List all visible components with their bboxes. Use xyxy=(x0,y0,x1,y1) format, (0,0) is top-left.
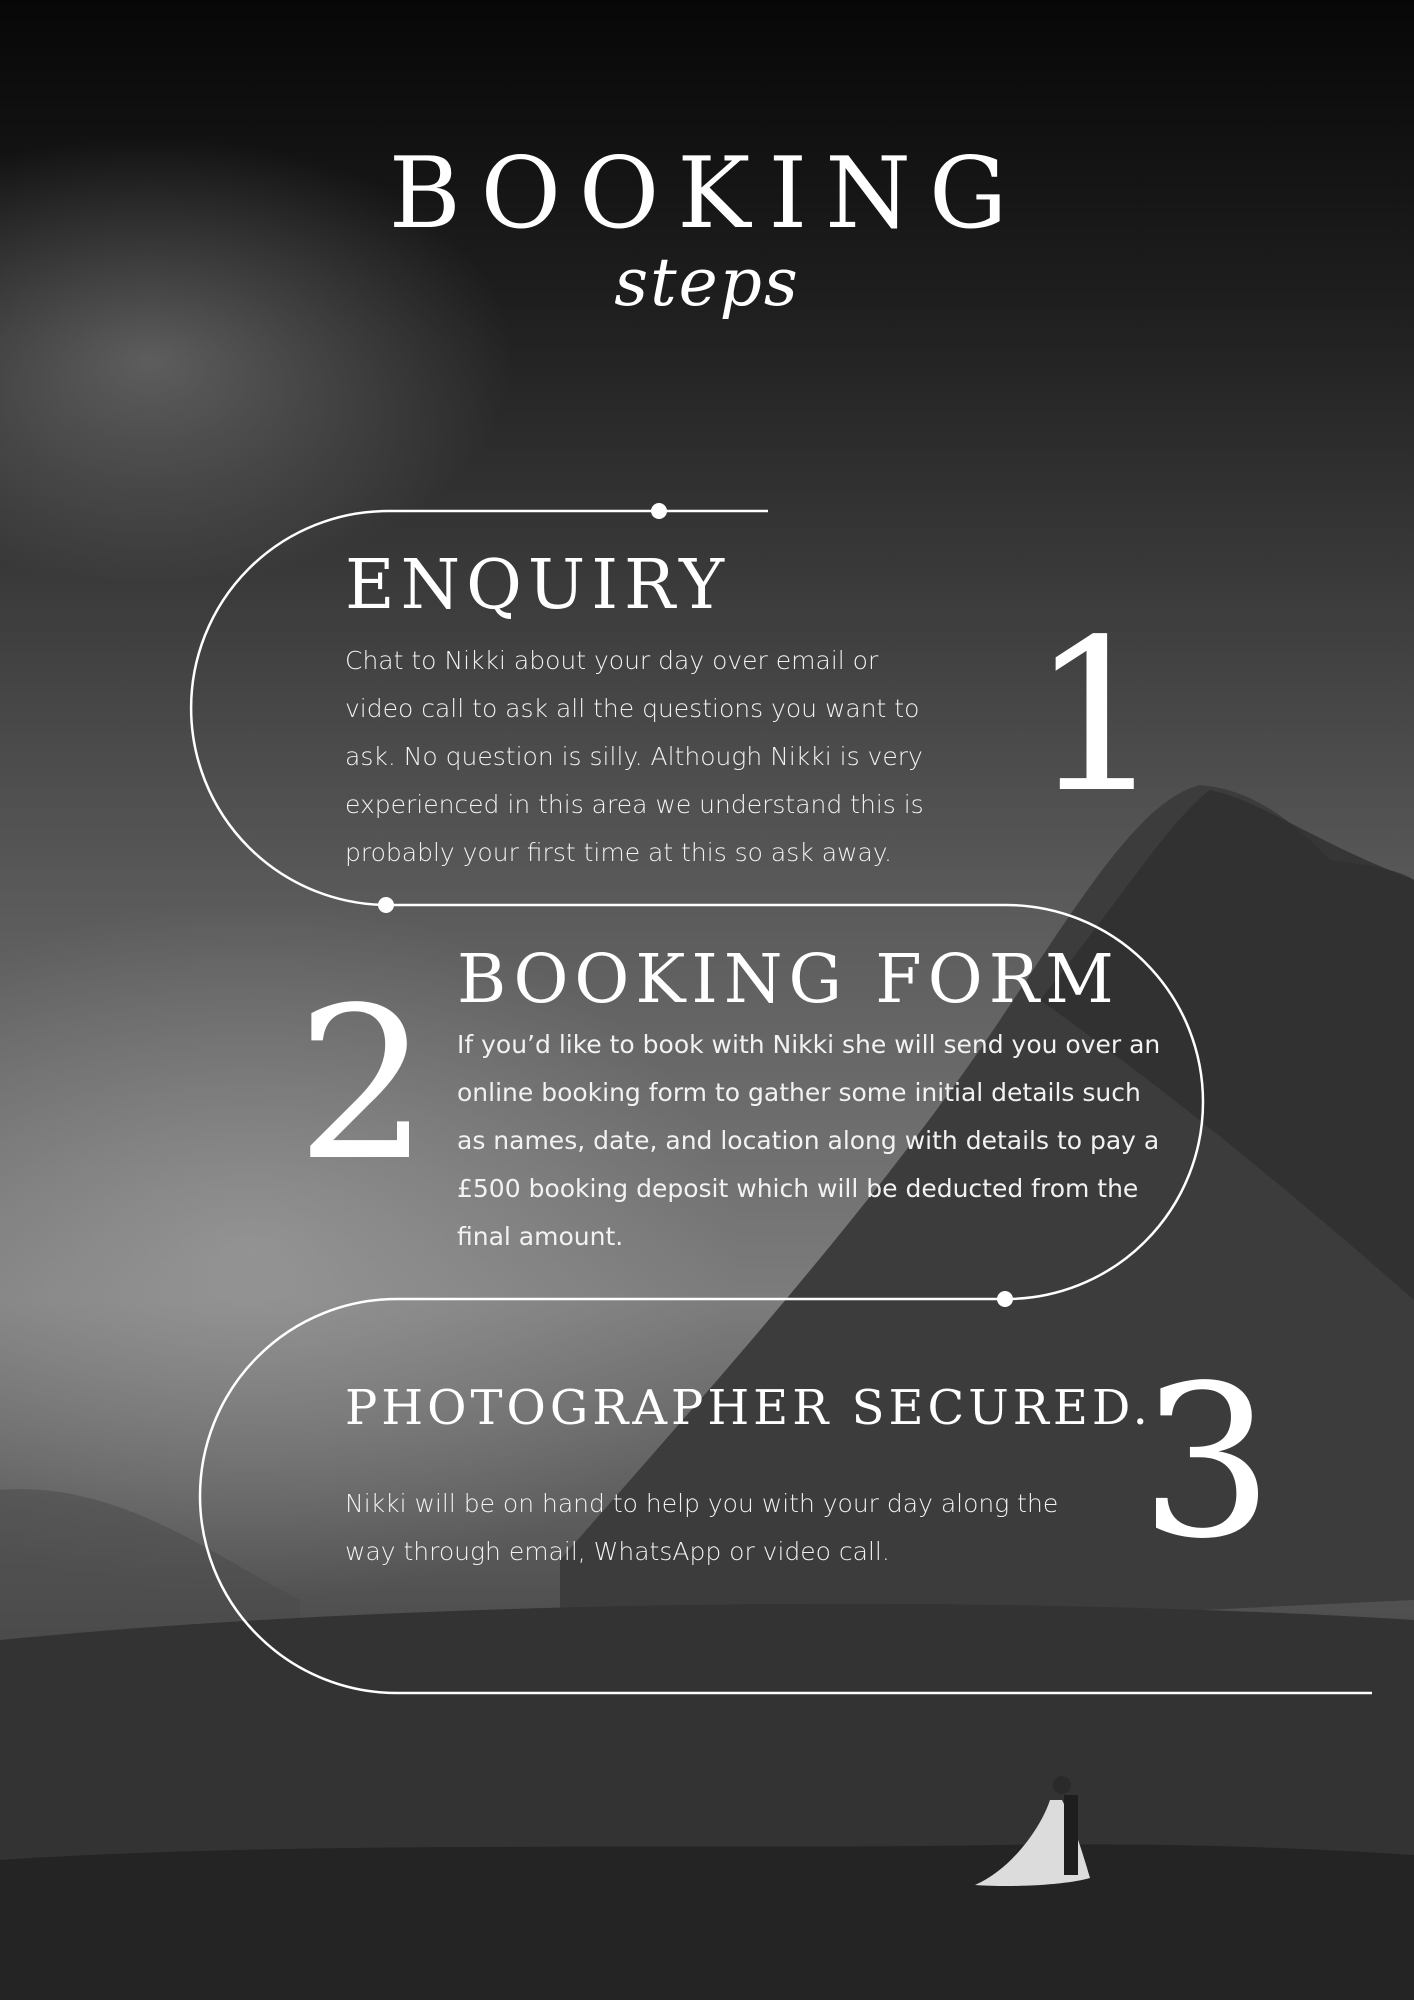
step-3-title: PHOTOGRAPHER SECURED. xyxy=(345,1380,1152,1436)
step-2-body: If you’d like to book with Nikki she will send you over an online booking form to gather some initial details such as names, date, and location along with details to pay a £500 booking deposit which will be deducted from the final amount. xyxy=(457,1030,1161,1251)
path-dot-1 xyxy=(651,503,667,519)
step-1-number: 1 xyxy=(1030,594,1164,839)
page-subtitle: steps xyxy=(614,244,800,321)
step-3-number: 3 xyxy=(1140,1340,1274,1585)
path-dot-2 xyxy=(378,897,394,913)
step-1-body: Chat to Nikki about your day over email or video call to ask all the questions you want to ask. No question is silly. Although Nikki is very experienced in this area we understand this is probably your first time at this so ask away. xyxy=(345,646,924,867)
step-1-title: ENQUIRY xyxy=(345,546,731,625)
step-2-number: 2 xyxy=(296,962,430,1207)
page-title: BOOKING xyxy=(388,137,1026,251)
step-3-body: Nikki will be on hand to help you with your day along the way through email, WhatsApp or video call. xyxy=(345,1489,1059,1566)
step-2-title: BOOKING FORM xyxy=(457,940,1120,1018)
path-dot-3 xyxy=(997,1291,1013,1307)
